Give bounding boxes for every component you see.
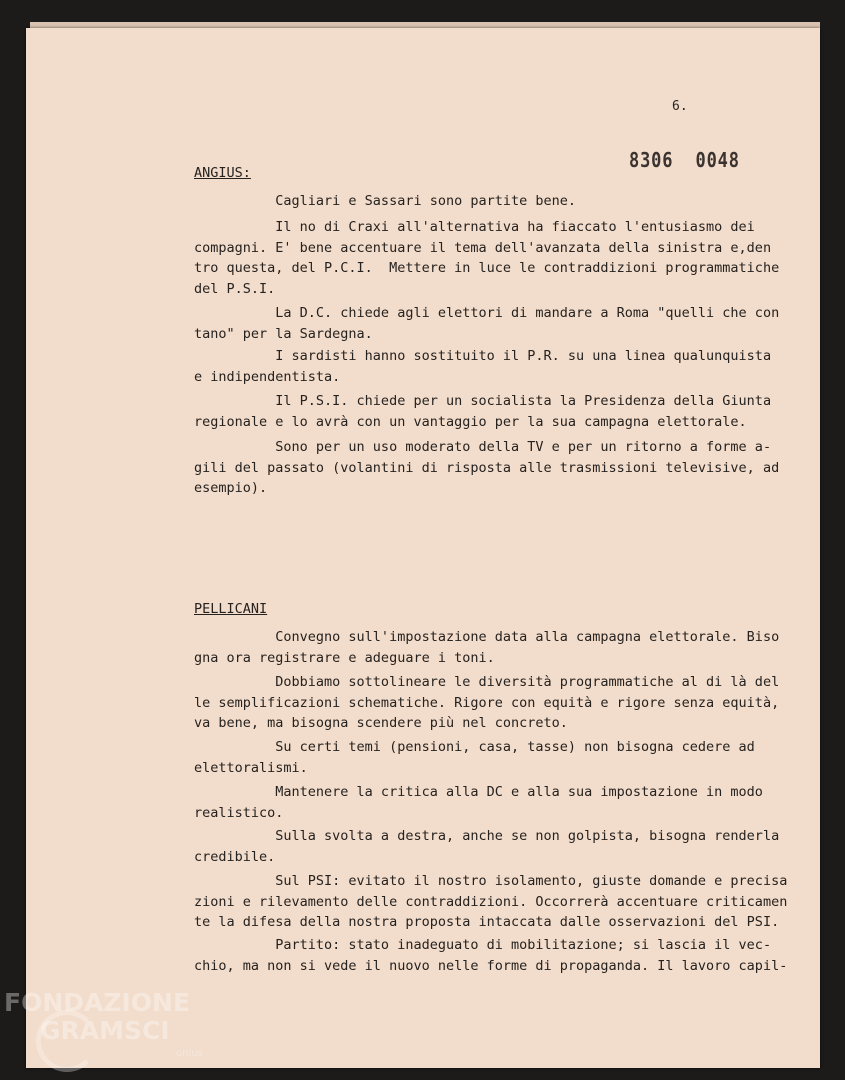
fondazione-gramsci-watermark [4, 988, 214, 1078]
watermark-line1: FONDAZIONE [4, 988, 191, 1017]
page-number: 6. [672, 99, 688, 114]
paragraph: Partito: stato inadeguato di mobilitazione; si lascia il vec- chio, ma non si vede il nuovo nelle forme di propaganda. Il lavoro capil- [194, 937, 788, 974]
paragraph: Il P.S.I. chiede per un socialista la Presidenza della Giunta regionale e lo avrà con un vantaggio per la sua campagna elettorale. [194, 393, 772, 430]
speaker-heading-angius: ANGIUS: [194, 165, 251, 181]
paragraph: Il no di Craxi all'alternativa ha fiaccato l'entusiasmo dei compagni. E' bene accentuare il tema dell'avanzata della sinistra e,den tro questa, del P.C.I. Mettere in luce le contraddizioni programmatiche del P.S.I. [194, 219, 780, 297]
paragraph: La D.C. chiede agli elettori di mandare a Roma "quelli che tano" per la Sardegna. [194, 305, 747, 342]
paragraph: Cagliari e Sassari sono partite bene. [194, 193, 577, 209]
watermark-line2: GRAMSCI [40, 1016, 170, 1045]
paragraph: I sardisti hanno sostituito il P.R. su una linea qualunquista e indipendentista. [194, 348, 772, 385]
paragraph: Sulla svolta a destra, anche se non golpista, bisogna renderla credibile. [194, 828, 780, 865]
speaker-heading-pellicani: PELLICANI [194, 601, 268, 617]
paragraph: Dobbiamo sottolineare le diversità programmatiche al di là le semplificazioni schematiche. Rigore con equità e rigore senza equità, va bene, ma bisogna scendere più nel concreto. [194, 674, 780, 731]
archive-stamp: 8306 0048 [629, 148, 740, 172]
paragraph: Mantenere la critica alla DC e alla sua impostazione in modo realistico. [194, 784, 763, 821]
paragraph: Sul PSI: evitato il nostro isolamento, giuste domande e precisa zioni e rilevamento delle contraddizioni. Occorrerà accentuare criticamen te la difesa della nostra proposta intaccata dalle osservazioni del PSI. [194, 873, 788, 930]
paragraph: Sono per un uso moderato della TV e per un ritorno a forme a- gili del passato (volantini di risposta alle trasmissioni televisive, esempio). [194, 439, 772, 496]
watermark-suffix: onlus [176, 1048, 203, 1059]
paragraph: Convegno sull'impostazione data alla campagna elettorale. Biso gna ora registrare e adeguare i toni. [194, 629, 780, 666]
paragraph: Su certi temi (pensioni, casa, tasse) non bisogna cedere ad elettoralismi. [194, 739, 755, 776]
